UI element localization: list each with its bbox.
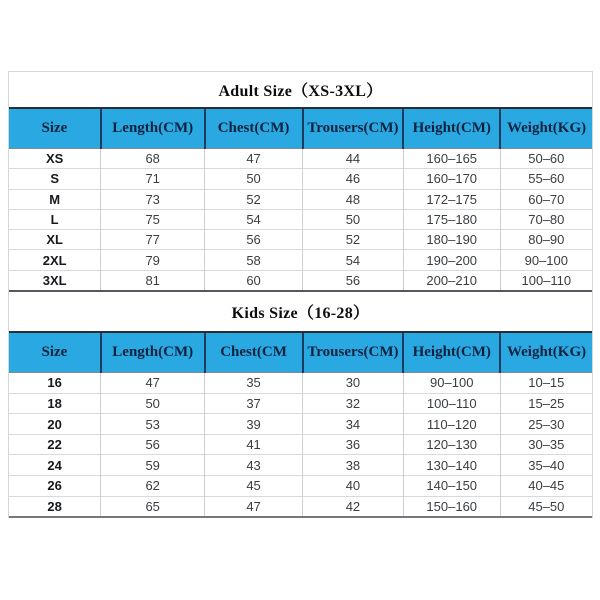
value-cell: 54 <box>205 209 303 229</box>
value-cell: 130–140 <box>403 455 500 476</box>
value-cell: 47 <box>101 373 205 394</box>
adult-size-table <box>9 107 592 292</box>
column-header: Trousers(CM) <box>303 108 404 149</box>
size-cell: 20 <box>9 414 101 435</box>
size-cell: L <box>9 209 101 229</box>
value-cell: 70–80 <box>500 209 592 229</box>
table-row <box>9 189 592 209</box>
kids-size-table <box>9 331 592 518</box>
value-cell: 90–100 <box>403 373 500 394</box>
table-row <box>9 496 592 517</box>
value-cell: 52 <box>303 230 404 250</box>
table-row <box>9 373 592 394</box>
value-cell: 43 <box>205 455 303 476</box>
size-cell: S <box>9 169 101 189</box>
size-cell: 28 <box>9 496 101 517</box>
size-cell: 22 <box>9 434 101 455</box>
value-cell: 50–60 <box>500 149 592 169</box>
value-cell: 172–175 <box>403 189 500 209</box>
value-cell: 120–130 <box>403 434 500 455</box>
value-cell: 44 <box>303 149 404 169</box>
column-header: Size <box>9 108 101 149</box>
value-cell: 15–25 <box>500 393 592 414</box>
value-cell: 53 <box>101 414 205 435</box>
value-cell: 56 <box>205 230 303 250</box>
table-row <box>9 434 592 455</box>
value-cell: 30 <box>303 373 404 394</box>
value-cell: 59 <box>101 455 205 476</box>
size-cell: 24 <box>9 455 101 476</box>
size-cell: 16 <box>9 373 101 394</box>
kids-table-body <box>9 373 592 518</box>
value-cell: 47 <box>205 496 303 517</box>
table-row <box>9 393 592 414</box>
table-row <box>9 414 592 435</box>
value-cell: 110–120 <box>403 414 500 435</box>
value-cell: 81 <box>101 270 205 291</box>
value-cell: 80–90 <box>500 230 592 250</box>
value-cell: 60–70 <box>500 189 592 209</box>
value-cell: 36 <box>303 434 404 455</box>
table-row <box>9 476 592 497</box>
value-cell: 73 <box>101 189 205 209</box>
value-cell: 62 <box>101 476 205 497</box>
table-row <box>9 455 592 476</box>
value-cell: 45 <box>205 476 303 497</box>
value-cell: 100–110 <box>403 393 500 414</box>
value-cell: 37 <box>205 393 303 414</box>
size-cell: 26 <box>9 476 101 497</box>
value-cell: 35–40 <box>500 455 592 476</box>
value-cell: 45–50 <box>500 496 592 517</box>
column-header: Trousers(CM) <box>303 332 404 373</box>
value-cell: 10–15 <box>500 373 592 394</box>
value-cell: 40 <box>303 476 404 497</box>
column-header: Length(CM) <box>101 332 205 373</box>
value-cell: 140–150 <box>403 476 500 497</box>
value-cell: 41 <box>205 434 303 455</box>
adult-table-header <box>9 108 592 149</box>
value-cell: 38 <box>303 455 404 476</box>
value-cell: 50 <box>205 169 303 189</box>
value-cell: 47 <box>205 149 303 169</box>
size-cell: 18 <box>9 393 101 414</box>
column-header: Weight(KG) <box>500 332 592 373</box>
column-header: Weight(KG) <box>500 108 592 149</box>
header-row <box>9 108 592 149</box>
value-cell: 40–45 <box>500 476 592 497</box>
table-row <box>9 169 592 189</box>
value-cell: 25–30 <box>500 414 592 435</box>
value-cell: 50 <box>303 209 404 229</box>
column-header: Size <box>9 332 101 373</box>
value-cell: 160–165 <box>403 149 500 169</box>
value-cell: 55–60 <box>500 169 592 189</box>
value-cell: 54 <box>303 250 404 270</box>
size-cell: 3XL <box>9 270 101 291</box>
value-cell: 180–190 <box>403 230 500 250</box>
column-header: Chest(CM) <box>205 108 303 149</box>
table-row <box>9 149 592 169</box>
value-cell: 48 <box>303 189 404 209</box>
table-row <box>9 270 592 291</box>
value-cell: 42 <box>303 496 404 517</box>
value-cell: 68 <box>101 149 205 169</box>
value-cell: 30–35 <box>500 434 592 455</box>
size-cell: M <box>9 189 101 209</box>
table-row <box>9 250 592 270</box>
value-cell: 56 <box>303 270 404 291</box>
adult-table-body <box>9 149 592 292</box>
value-cell: 32 <box>303 393 404 414</box>
header-row <box>9 332 592 373</box>
size-cell: XS <box>9 149 101 169</box>
value-cell: 60 <box>205 270 303 291</box>
value-cell: 79 <box>101 250 205 270</box>
column-header: Height(CM) <box>403 108 500 149</box>
size-cell: 2XL <box>9 250 101 270</box>
value-cell: 46 <box>303 169 404 189</box>
adult-size-title: Adult Size（XS-3XL） <box>218 83 383 100</box>
value-cell: 175–180 <box>403 209 500 229</box>
value-cell: 160–170 <box>403 169 500 189</box>
value-cell: 34 <box>303 414 404 435</box>
value-cell: 52 <box>205 189 303 209</box>
value-cell: 150–160 <box>403 496 500 517</box>
value-cell: 190–200 <box>403 250 500 270</box>
value-cell: 39 <box>205 414 303 435</box>
value-cell: 71 <box>101 169 205 189</box>
value-cell: 100–110 <box>500 270 592 291</box>
value-cell: 58 <box>205 250 303 270</box>
table-row <box>9 230 592 250</box>
kids-table-header <box>9 332 592 373</box>
value-cell: 200–210 <box>403 270 500 291</box>
size-cell: XL <box>9 230 101 250</box>
column-header: Length(CM) <box>101 108 205 149</box>
column-header: Chest(CM <box>205 332 303 373</box>
value-cell: 56 <box>101 434 205 455</box>
value-cell: 77 <box>101 230 205 250</box>
value-cell: 65 <box>101 496 205 517</box>
value-cell: 35 <box>205 373 303 394</box>
value-cell: 50 <box>101 393 205 414</box>
size-chart-sheet <box>8 71 593 518</box>
value-cell: 90–100 <box>500 250 592 270</box>
column-header: Height(CM) <box>403 332 500 373</box>
value-cell: 75 <box>101 209 205 229</box>
table-row <box>9 209 592 229</box>
kids-size-title: Kids Size（16-28） <box>231 305 370 323</box>
